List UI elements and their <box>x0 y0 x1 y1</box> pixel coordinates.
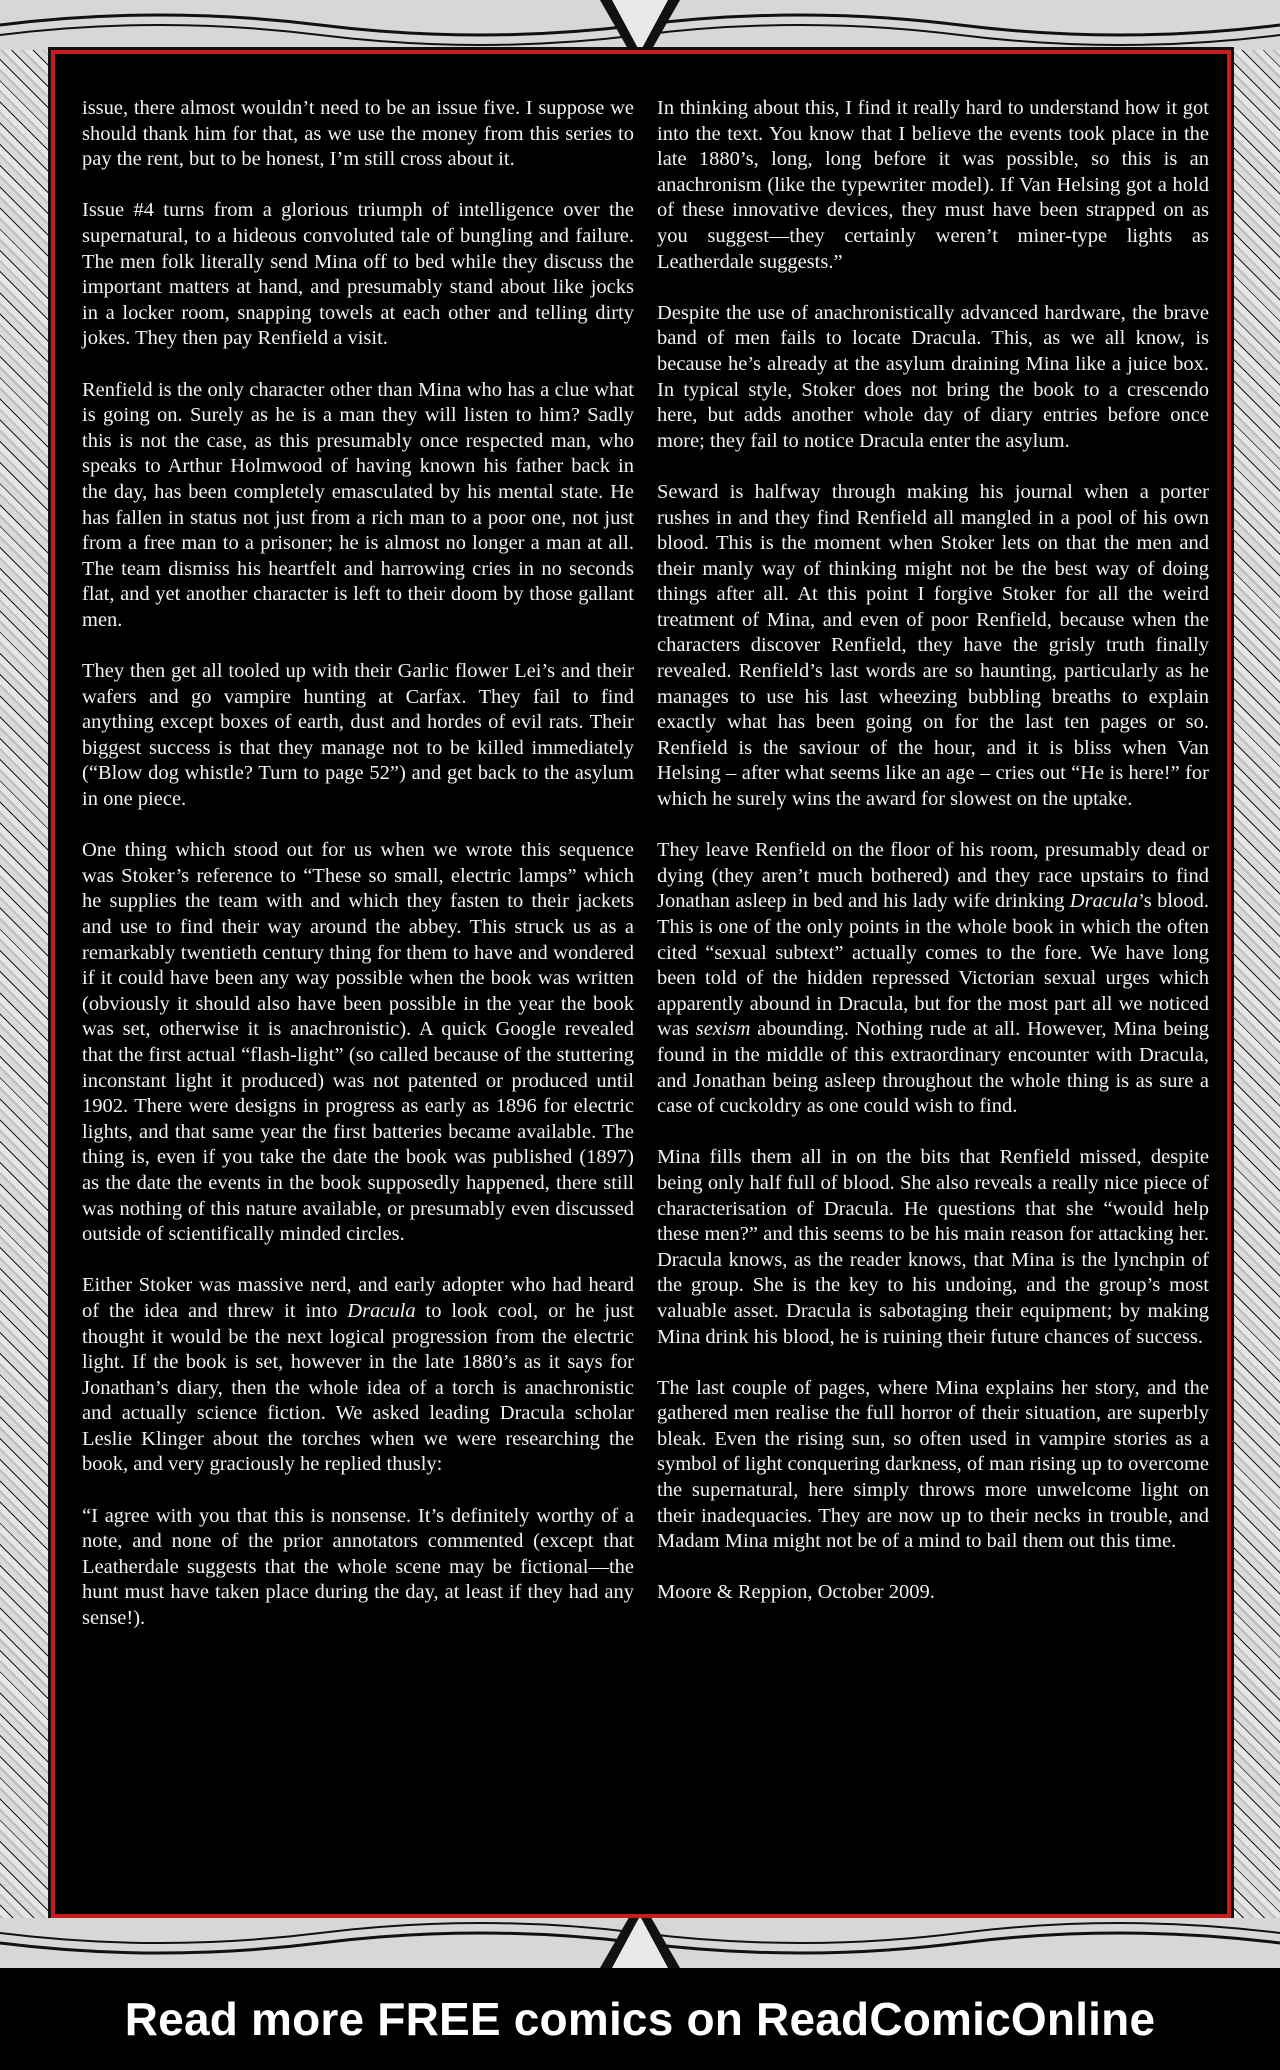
paragraph: They then get all tooled up with their Garlic flower Lei’s and their wafers and go vampire hunting at Carfax. They fail to find anything except boxes of earth, dust and hordes of evil rats. Their biggest success is that they manage not to be killed immediately (“Blow dog whistle? Turn to page 52”) and get back to the asylum in one piece. <box>82 660 634 811</box>
paragraph: In thinking about this, I find it really hard to understand how it got into the text. You know that I believe the events took place in the late 1880’s, long, long before it was possible, so this is an anachronism (like the typewriter model). If Van Helsing got a hold of these innovative devices, they must have been strapped on as you suggest—they certainly weren’t miner-type lights as Leatherdale suggests.” <box>657 97 1209 273</box>
paragraph: Seward is halfway through making his journal when a porter rushes in and they find Renfield all mangled in a pool of his own blood. This is the moment when Stoker lets on that the men and their manly way of thinking might not be the best way of doing things after all. At this point I forgive Stoker for all the weird treatment of Mina, and even of poor Renfield, because when the characters discover Renfield, they have the grisly truth finally revealed. Renfield’s last words are so haunting, particularly as he manages to use his last wheezing bubbling breaths to explain exactly what has been going on for the last ten pages or so. Renfield is the saviour of the hour, and it is bliss when Van Helsing – after what seems like an age – cries out “He is here!” for which he surely wins the award for slowest on the uptake. <box>657 480 1209 811</box>
paragraph: Issue #4 turns from a glorious triumph of intelligence over the supernatural, to a hideous convoluted tale of bungling and failure. The men folk literally send Mina off to bed while they discuss the important matters at hand, and presumably stand about like jocks in a locker room, snapping towels at each other and telling dirty jokes. They then pay Renfield a visit. <box>82 199 634 350</box>
right-column <box>657 96 1209 1632</box>
paragraph: Mina fills them all in on the bits that Renfield missed, despite being only half full of blood. She also reveals a really nice piece of characterisation of Dracula. He questions that she “would help these men?” and this seems to be his main reason for attacking her. Dracula knows, as the reader knows, that Mina is the lynchpin of the group. She is the key to his undoing, and the group’s most valuable asset. Dracula is sabotaging their equipment; by making Mina drink his blood, he is ruining their future chances of success. <box>657 1146 1209 1348</box>
paragraph: One thing which stood out for us when we wrote this sequence was Stoker’s reference to “These so small, electric lamps” which he supplies the team with and which they fasten to their jackets and use to find their way around the abbey. This struck us as a remarkably twentieth century thing for them to have and wondered if it could have been any way possible when the book was written (obviously it should also have been possible in the year the book was set, otherwise it is anachronistic). A quick Google revealed that the first actual “flash-light” (so called because of the stuttering inconstant light it produced) was not patented or produced until 1902. There were designs in progress as early as 1896 for electric lights, and that same year the first batteries became available. The thing is, even if you take the date the book was published (1897) as the date the events in the book supposedly happened, there still was nothing of this nature available, or presumably even discussed outside of scientifically minded circles. <box>82 839 634 1246</box>
paragraph: issue, there almost wouldn’t need to be an issue five. I suppose we should thank him for that, as we use the money from this series to pay the rent, but to be honest, I’m still cross about it. <box>82 97 634 171</box>
signature: Moore & Reppion, October 2009. <box>657 1581 935 1604</box>
promo-banner[interactable]: Read more FREE comics on ReadComicOnline <box>0 1968 1280 2070</box>
top-ornament-border <box>0 0 1280 50</box>
article-panel <box>51 50 1231 1918</box>
paragraph: The last couple of pages, where Mina explains her story, and the gathered men realise the full horror of their situation, are superbly bleak. Even the rising sun, so often used in vampire stories as a symbol of light conquering darkness, of man rising up to overcome the supernatural, here simply throws more unwelcome light on their inadequacies. They are now up to their necks in trouble, and Madam Mina might not be of a mind to bail them out this time. <box>657 1376 1209 1553</box>
bottom-ornament-border <box>0 1918 1280 1968</box>
left-column <box>82 96 634 1657</box>
paragraph: Either Stoker was massive nerd, and early adopter who had heard of the idea and threw it into Dracula to look cool, or he just thought it would be the next logical progression from the electric light. If the book is set, however in the late 1880’s as it says for Jonathan’s diary, then the whole idea of a torch is anachronistic and actually science fiction. We asked leading Dracula scholar Leslie Klinger about the torches when we were researching the book, and very graciously he replied thusly: <box>82 1274 634 1476</box>
paragraph: They leave Renfield on the floor of his room, presumably dead or dying (they aren’t much bothered) and they race upstairs to find Jonathan asleep in bed and his lady wife drinking Dracula’s blood. This is one of the only points in the whole book in which the often cited “sexual subtext” actually comes to the fore. We have long been told of the hidden repressed Victorian sexual urges which apparently abound in Dracula, but for the most part all we noticed was sexism abounding. Nothing rude at all. However, Mina being found in the middle of this extraordinary encounter with Dracula, and Jonathan being asleep throughout the whole thing is as sure a case of cuckoldry as one could wish to find. <box>657 839 1209 1118</box>
paragraph: Renfield is the only character other than Mina who has a clue what is going on. Surely as he is a man they will listen to him? Sadly this is not the case, as this presumably once respected man, who speaks to Arthur Holmwood of having known his father back in the day, has been completely emasculated by his mental state. He has fallen in status not just from a rich man to a poor one, not just from a free man to a prisoner; he is almost no longer a man at all. The team dismiss his heartfelt and harrowing cries in no seconds flat, and yet another character is left to their doom by those gallant men. <box>82 378 634 631</box>
paragraph: Despite the use of anachronistically advanced hardware, the brave band of men fails to locate Dracula. This, as we all know, is because he’s already at the asylum draining Mina like a juice box. In typical style, Stoker does not bring the book to a crescendo here, but adds another whole day of diary entries before once more; they fail to notice Dracula enter the asylum. <box>657 301 1209 452</box>
quote-paragraph: “I agree with you that this is nonsense. It’s definitely worthy of a note, and none of the prior annotators commented (except that Leatherdale suggests that the whole scene may be fictional—the hunt must have taken place during the day, at least if they had any sense!). <box>82 1504 634 1630</box>
